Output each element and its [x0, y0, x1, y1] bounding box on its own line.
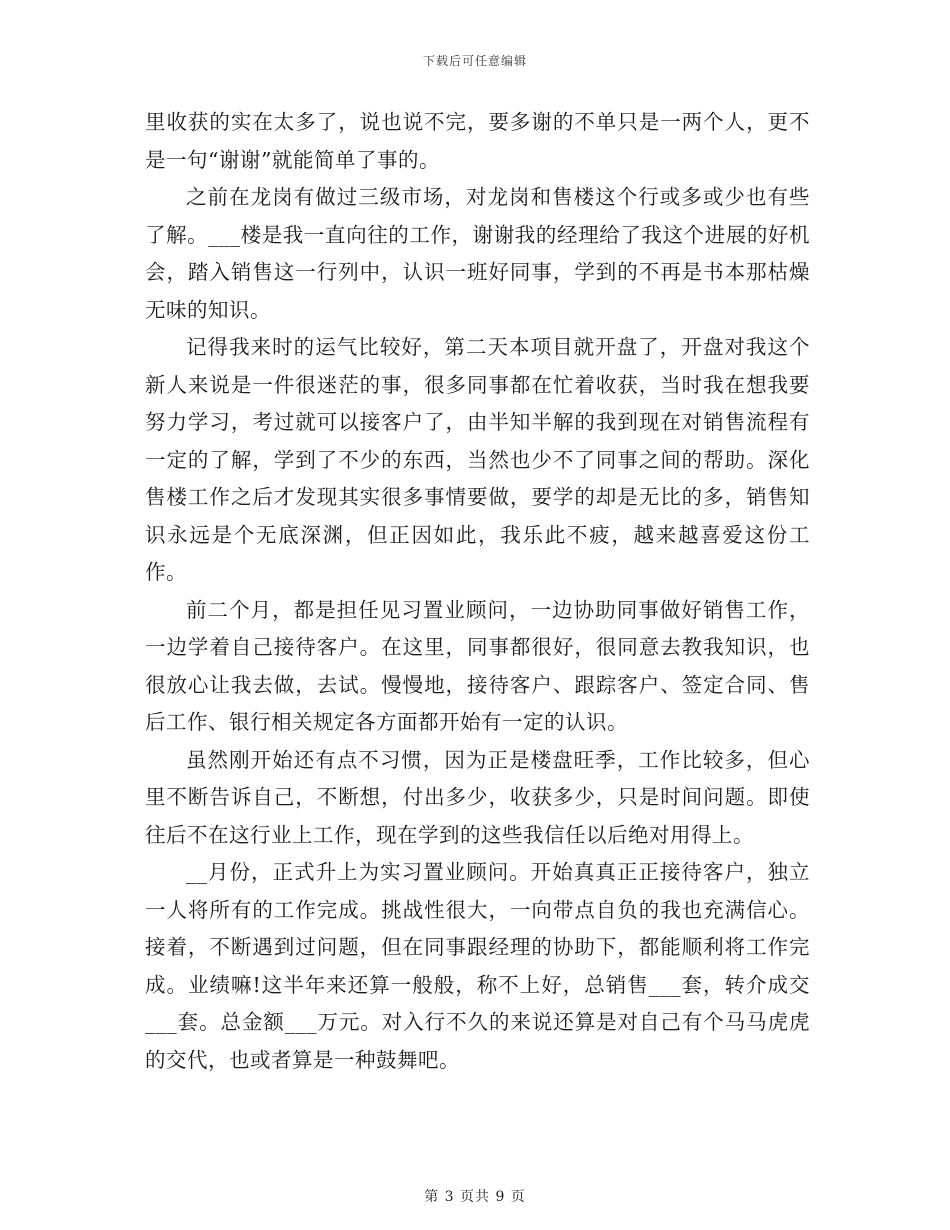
document-body — [145, 104, 810, 1079]
page-footer: 第 3 页共 9 页 — [424, 1189, 526, 1205]
paragraph-1: 里收获的实在太多了，说也说不完，要多谢的不单只是一两个人，更不是一句“谢谢”就能简单了事的。 — [145, 110, 810, 172]
paragraph-5: 虽然刚开始还有点不习惯，因为正是楼盘旺季，工作比较多，但心里不断告诉自己，不断想，付出多少，收获多少，只是时间问题。即使往后不在这行业上工作，现在学到的这些我信任以后绝对用得上。 — [145, 747, 810, 847]
paragraph-2: 之前在龙岗有做过三级市场，对龙岗和售楼这个行或多或少也有些了解。___楼是我一直向往的工作，谢谢我的经理给了我这个进展的好机会，踏入销售这一行列中，认识一班好同事，学到的不再是书本那枯燥无味的知识。 — [145, 185, 810, 322]
paragraph-3: 记得我来时的运气比较好，第二天本项目就开盘了，开盘对我这个新人来说是一件很迷茫的事，很多同事都在忙着收获，当时我在想我要努力学习，考过就可以接客户了，由半知半解的我到现在对销售流程有一定的了解，学到了不少的东西，当然也少不了同事之间的帮助。深化售楼工作之后才发现其实很多事情要做，要学的却是无比的多，销售知识永远是个无底深渊，但正因如此，我乐此不疲，越来越喜爱这份工作。 — [145, 335, 810, 584]
paragraph-6: __月份，正式升上为实习置业顾问。开始真真正正接待客户，独立一人将所有的工作完成。挑战性很大，一向带点自负的我也充满信心。接着，不断遇到过问题，但在同事跟经理的协助下，都能顺利将工作完成。业绩嘛!这半年来还算一般般，称不上好，总销售___套，转介成交___套。总金额___万元。对入行不久的来说还算是对自己有个马马虎虎的交代，也或者算是一种鼓舞吧。 — [145, 860, 810, 1072]
paragraph-4: 前二个月，都是担任见习置业顾问，一边协助同事做好销售工作，一边学着自己接待客户。在这里，同事都很好，很同意去教我知识，也很放心让我去做，去试。慢慢地，接待客户、跟踪客户、签定合同、售后工作、银行相关规定各方面都开始有一定的认识。 — [145, 597, 810, 734]
page-header: 下载后可任意编辑 — [422, 54, 527, 68]
